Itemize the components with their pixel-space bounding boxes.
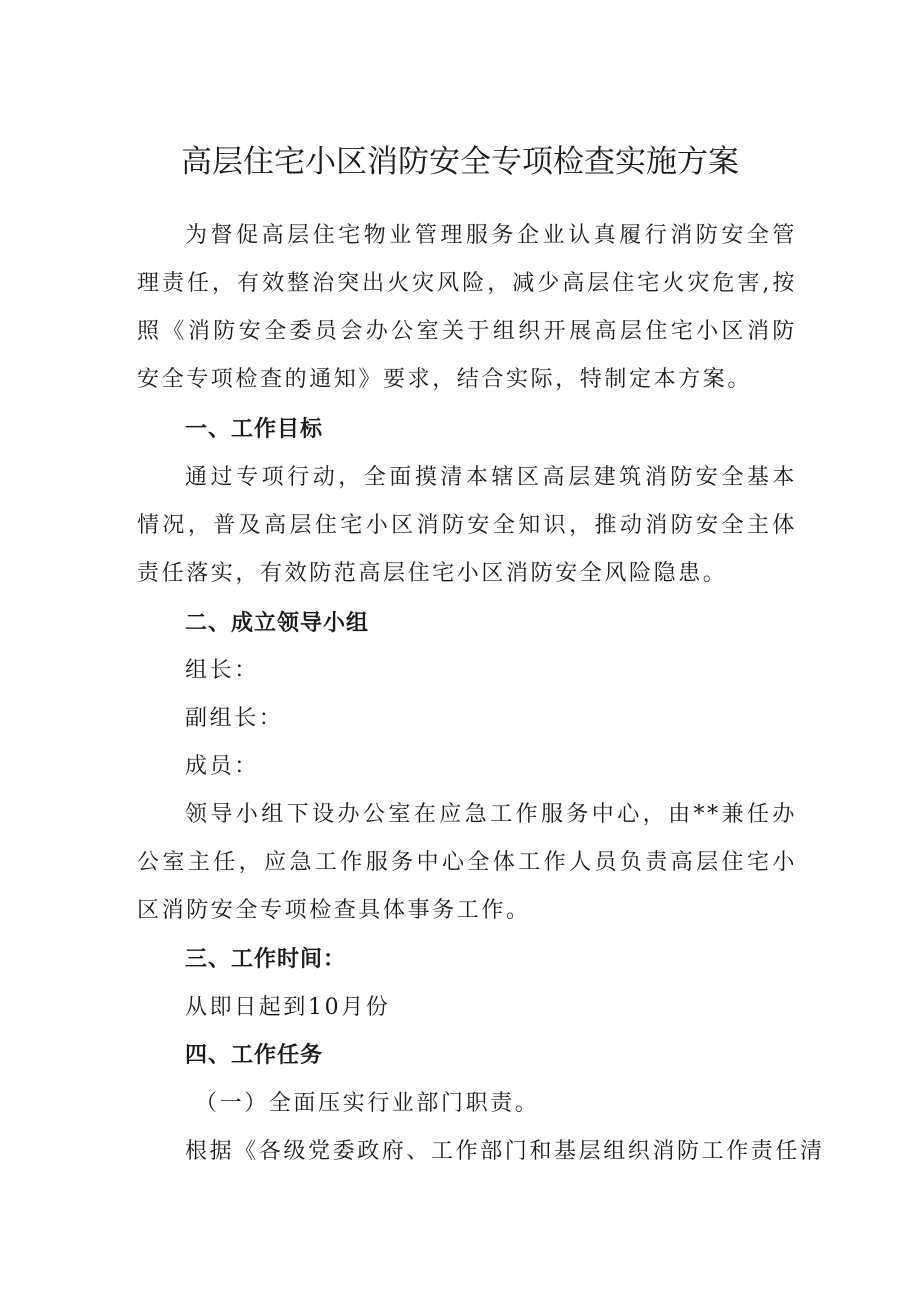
intro-paragraph: 为督促高层住宅物业管理服务企业认真履行消防安全管理责任，有效整治突出火灾风险，减少高层住宅火灾危害,按照《消防安全委员会办公室关于组织开展高层住宅小区消防安全专项检查的通知》要求，结合实际，特制定本方案。 [137, 223, 797, 392]
section-1-body: 通过专项行动，全面摸清本辖区高层建筑消防安全基本情况，普及高层住宅小区消防安全知识，推动消防安全主体责任落实，有效防范高层住宅小区消防安全风险隐患。 [137, 465, 797, 586]
section-2-body: 领导小组下设办公室在应急工作服务中心，由**兼任办公室主任，应急工作服务中心全体工作人员负责高层住宅小区消防安全专项检查具体事务工作。 [137, 802, 797, 923]
leader-line: 组长： [185, 658, 259, 683]
section-4-body-start: 根据《各级党委政府、工作部门和基层组织消防工作责任清 [185, 1139, 825, 1164]
section-3-heading: 三、工作时间： [185, 947, 347, 972]
deputy-leader-line: 副组长： [185, 706, 284, 731]
section-1-heading: 一、工作目标 [185, 417, 324, 442]
section-2-heading: 二、成立领导小组 [185, 611, 370, 636]
members-line: 成员： [185, 754, 259, 779]
section-4-subheading-1: （一）全面压实行业部门职责。 [195, 1091, 540, 1116]
section-4-heading: 四、工作任务 [185, 1043, 324, 1068]
section-3-body: 从即日起到10月份 [185, 995, 391, 1020]
document-title: 高层住宅小区消防安全专项检查实施方案 [181, 144, 739, 180]
